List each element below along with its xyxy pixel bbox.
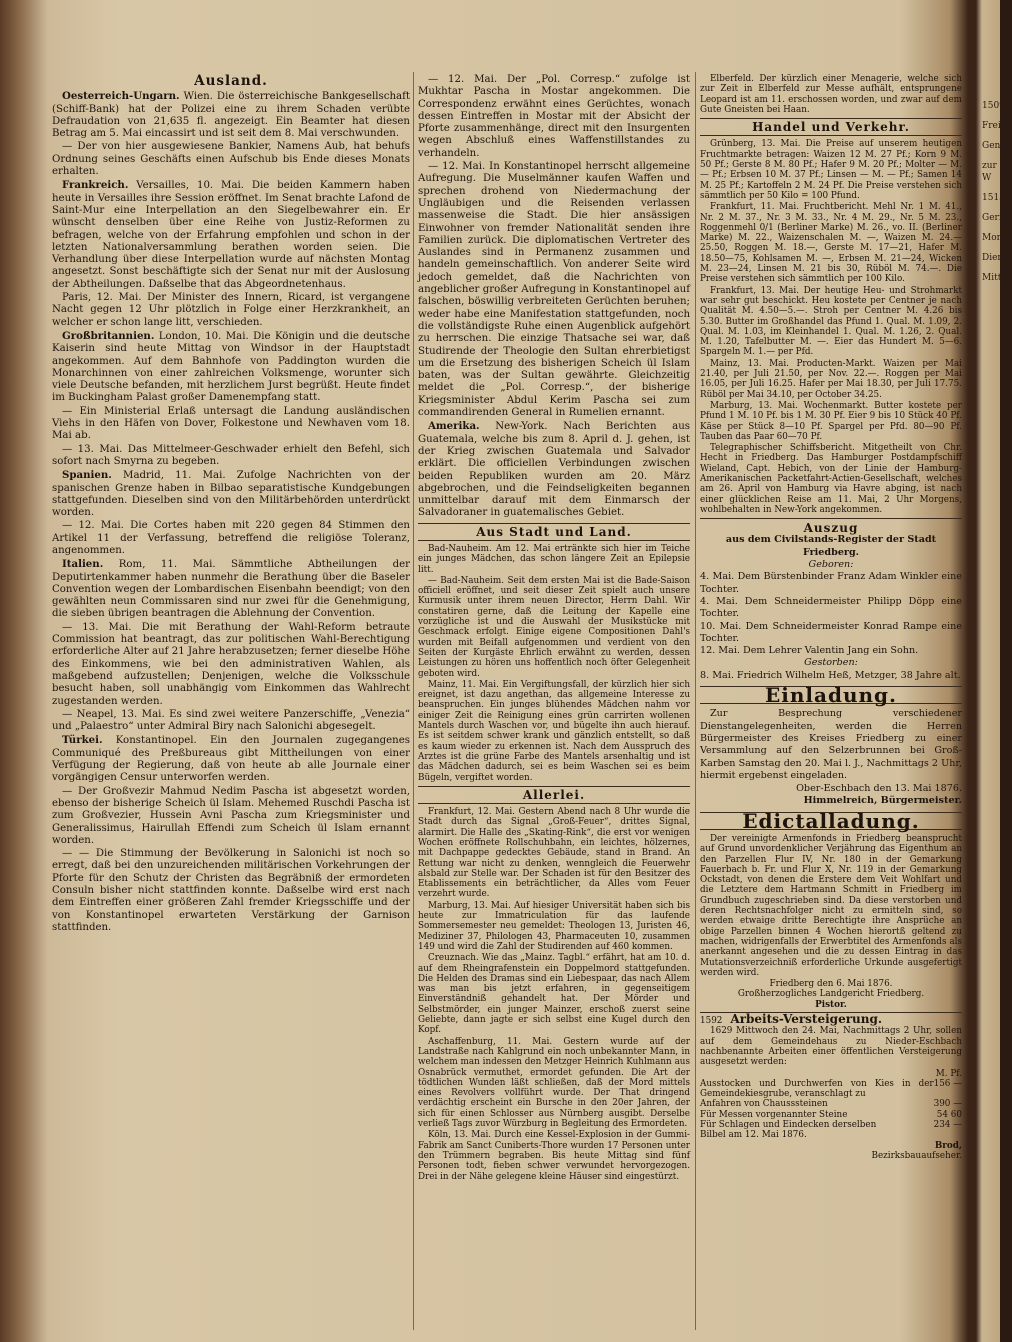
article-konstantinopel: — 12. Mai. In Konstantinopel herrscht allgemeine Aufregung. Die Muselmänner kaufen Waffen und sprechen drohend von Niedermachung der Ungläubigen und die Reisenden verlassen massenweise die Stadt. Die hier ansässigen Einwohner von fremder Nationalität senden ihre Familien zurück. Die diplomatischen Vertreter des Auslandes sind in Permanenz zusammen und handeln gemeinschaftlich. Von anderer Seite wird jedoch gemeldet, daß die Nachrichten von angeblicher großer Aufregung in Konstantinopel auf falschen, böswillig verbreiteten Gerüchten beruhen; weder habe eine Manifestation stattgefunden, noch die vollständigste Ruhe einen Augenblick aufgehört zu herrschen. Die einzige Thatsache sei war, daß Studirende der Theologie den Sultan ehrerbietigst um die Ersetzung des bisherigen Scheich ül Islam baten, was der Sultan gewährte. Gleichzeitig meldet die „Pol. Corresp.“, der bisherige Kriegsminister Abdul Kerim Pascha sei zum commandirenden General in Rumelien ernannt. xyxy=(418,161,690,419)
article-aschaffenburg: Aschaffenburg, 11. Mai. Gestern wurde auf der Landstraße nach Kahlgrund ein noch unbekannter Mann, in welchem man indessen den Metzger Heinrich Kuhlmann aus Osnabrück vermuthet, ermordet gefunden. Die Art der tödtlichen Wunden läßt schließen, daß der Mord mittels eines Revolvers vollführt wurde. Der That dringend verdächtig erscheint ein Bursche in den 20er Jahren, der sich für einen Schlosser aus Nürnberg ausgibt. Derselbe verließ Tags zuvor Würzburg in Begleitung des Ermordeten. xyxy=(418,1036,690,1130)
birth-entry: 4. Mai. Dem Schneidermeister Philipp Döpp eine Tochter. xyxy=(700,595,962,620)
article-amerika: Amerika. New-York. Nach Berichten aus Guatemala, welche bis zum 8. April d. J. gehen, ist der Krieg zwischen Guatemala und Salvador erklärt. Die officiellen Verbindungen zwischen beiden Republiken wurden am 20. März abgebrochen, und die Feindseligkeiten begannen unmittelbar darauf mit dem Einmarsch der Salvadoraner in guatemalisches Gebiet. xyxy=(418,420,690,519)
article-grossbritannien-3: — 13. Mai. Das Mittelmeer-Geschwader erhielt den Befehl, sich sofort nach Smyrna zu begeben. xyxy=(52,443,410,467)
edge-text: Geri xyxy=(982,213,1002,223)
edge-text: Mont xyxy=(982,233,1007,243)
arbeit-text: 1629 Mittwoch den 24. Mai, Nachmittags 2 Uhr, sollen auf dem Gemeindehaus zu Nieder-Eschbach nachbenannte Arbeiten einer öffentlichen Versteigerung ausgesetzt werden: xyxy=(700,1026,962,1068)
article-spanien-2: — 12. Mai. Die Cortes haben mit 220 gegen 84 Stimmen den Artikel 11 der Verfassung, betreffend die religiöse Toleranz, angenommen. xyxy=(52,520,410,556)
column-2 xyxy=(418,74,690,1183)
article-frankreich-2: Paris, 12. Mai. Der Minister des Innern, Ricard, ist vergangene Nacht gegen 12 Uhr plötzlich in Folge einer Herzkrankheit, an welcher er schon lange litt, verschieden. xyxy=(52,292,410,328)
birth-entry: 10. Mai. Dem Schneidermeister Konrad Rampe eine Tochter. xyxy=(700,620,962,644)
market-marburg: Marburg, 13. Mai. Wochenmarkt. Butter kostete per Pfund 1 M. 10 Pf. bis 1 M. 30 Pf. Eier 9 bis 10 Stück 40 Pf. Käse per Stück 8—10 Pf. Spargel per Pfd. 80—90 Pf. Tauben das Paar 60—70 Pf. xyxy=(700,400,962,442)
article-tuerkei: Türkei. Konstantinopel. Ein den Journalen zugegangenes Communiqué des Preßbureaus gibt Mittheilungen von einer Verfügung der Regierung, daß von heute ab alle Journale einer vorgängigen Censur unterworfen werden. xyxy=(52,734,410,784)
column-3 xyxy=(700,74,962,1161)
edge-text: zur W xyxy=(982,161,997,183)
market-frankfurt-heu: Frankfurt, 13. Mai. Der heutige Heu- und Strohmarkt war sehr gut beschickt. Heu kostete per Centner je nach Qualität M. 4.50—5.—. Stroh per Centner M. 4.26 bis 5.30. Butter im Großhandel das Pfund 1. Qual. M. 1.09, 2. Qual. M. 1.03, im Kleinhandel 1. Qual. M. 1.26, 2. Qual. M. 1.20, Tafelbutter M. —. Eier das Hundert M. 5—6. Spargeln M. 1.— per Pfd. xyxy=(700,285,962,358)
article-grossbritannien: Großbritannien. London, 10. Mai. Die Königin und die deutsche Kaiserin sind heute Mittag von Windsor in der Hauptstadt angekommen. Auf dem Bahnhofe von Paddington wurden die Monarchinnen von einer zahlreichen Volksmenge, worunter sich viele Deutsche befanden, mit herzlichem Jurst begrüßt. Heute findet im Buckingham Palast großer Damenempfang statt. xyxy=(52,329,410,404)
arbeit-item: Für Messen vorgenannter Steine 54 60 xyxy=(700,1109,962,1120)
article-koeln: Köln, 13. Mai. Durch eine Kessel-Explosion in der Gummi-Fabrik am Sanct Cuniberts-Thore wurden 17 Personen unter den Trümmern begraben. Bis heute Mittag sind fünf Personen todt, fieben schwer verwundet hervorgezogen. Drei in der Nähe gelegene kleine Häuser sind eingestürzt. xyxy=(418,1130,690,1182)
arbeit-role: Bezirksbauaufseher. xyxy=(871,1150,962,1161)
edictal-court: Großherzogliches Landgericht Friedberg. xyxy=(737,989,925,1000)
arbeit-signature: Brod, xyxy=(934,1140,962,1151)
arbeit-date: Bilbel am 12. Mai 1876. xyxy=(700,1130,807,1141)
column-divider xyxy=(413,72,414,1330)
arbeit-item: Ausstocken und Durchwerfen von Kies in der Gemeindekiesgrube, veranschlagt zu 156 — xyxy=(700,1078,962,1100)
article-tuerkei-3: — — Die Stimmung der Bevölkerung in Salonichi ist noch so erregt, daß bei den unzureichenden militärischen Vorkehrungen der Pforte für den Schutz der Christen das Begräbniß der ermordeten Consuln bisher nicht stattfinden konnte. Daßselbe wird erst nach dem Eintreffen einer größeren Zahl fremder Kriegsschiffe und der von Konstantinopel erwarteten Verstärkung der Garnison stattfinden. xyxy=(52,848,410,933)
arbeit-item: Für Schlagen und Eindecken derselben 234 — xyxy=(700,1120,962,1131)
heading-ausland: Ausland. xyxy=(194,73,268,89)
article-marburg: Marburg, 13. Mai. Auf hiesiger Universität haben sich bis heute zur Immatriculation für das laufende Sommersemester neu gemeldet: Theologen 13, Juristen 46, Mediziner 37, Philologen 43, Pharmaceuten 10, zusammen 149 und wird die Zahl der Studirenden auf 460 kommen. xyxy=(418,900,690,952)
einladung-date: Ober-Eschbach den 13. Mai 1876. xyxy=(796,783,962,795)
edge-text: Mitt xyxy=(982,273,1002,283)
label-geboren: Geboren: xyxy=(808,559,854,571)
article-italien: Italien. Rom, 11. Mai. Sämmtliche Abtheilungen der Deputirtenkammer haben nunmehr die Berathung über die Baseler Convention wegen der Lombardischen Eisenbahn beendigt; von den gewählten neun Commissaren sind nur zwei für die Genehmigung, die sieben übrigen beantragen die Ablehnung der Convention. xyxy=(52,558,411,620)
facing-page-edge xyxy=(982,100,1012,292)
edictal-signature: Pistor. xyxy=(815,999,847,1010)
edge-text: 1513 xyxy=(982,193,1005,203)
article-mainz: Mainz, 11. Mai. Ein Vergiftungsfall, der kürzlich hier sich ereignet, ist dazu angethan, das allgemeine Interesse zu beanspruchen. Ein junges blühendes Mädchen nahm vor einiger Zeit die Reinigung eines grün carrirten wollenen Mantels durch Waschen vor, und bügelte ihn auch hierauf. Es ist seitdem schwer krank und gänzlich entstellt, so daß es kaum wieder zu erkennen ist. Nach dem Ausspruch des Arztes ist die grüne Farbe des Mantels arsenhaltig und ist das Mädchen dadurch, sei es beim Waschen sei es beim Bügeln, vergiftet worden. xyxy=(418,679,690,783)
edge-text: Freit xyxy=(982,121,1005,131)
article-italien-2: — 13. Mai. Die mit Berathung der Wahl-Reform betraute Commission hat beantragt, das zur politischen Wahl-Berechtigung erforderliche Alter auf 21 Jahre herabzusetzen; ferner dieselbe Höhe des Einkommens, wie bei den administrativen Wahlen, als maßgebend aufzustellen; Denjenigen, welche die Volksschule besucht haben, soll unabhängig vom Einkommen das Wahlrecht zugestanden werden. xyxy=(52,621,410,707)
market-frankfurt-frucht: Frankfurt, 11. Mai. Fruchtbericht. Mehl Nr. 1 M. 41., Nr. 2 M. 37., Nr. 3 M. 33., Nr. 4 M. 29., Nr. 5 M. 23., Roggenmehl 0/1 (Berliner Marke) M. 26., vo. II. (Berliner Marke) M. 22., Waizenschalen M. —, Waizen M. 24.—25.50, Roggen M. 18.—, Gerste M. 17—21, Hafer M. 18.50—75, Kohlsamen M. —, Erbsen M. 21—24, Wicken M. 23—24, Linsen M. 21 bis 30, Rüböl M. 74.—. Die Preise verstehen sich sämmtlich per 100 Kilo. xyxy=(700,202,962,285)
edge-text: Dien xyxy=(982,253,1004,263)
article-elberfeld: Elberfeld. Der kürzlich einer Menagerie, welche sich zur Zeit in Elberfeld zur Messe aufhält, entsprungene Leopard ist am 11. erschossen worden, und zwar auf dem Gute Gneisten bei Haan. xyxy=(700,74,962,115)
heading-stadt-und-land: Aus Stadt und Land. xyxy=(418,523,690,541)
birth-entry: 4. Mai. Dem Bürstenbinder Franz Adam Winkler eine Tochter. xyxy=(700,571,962,595)
market-mainz: Mainz, 13. Mai. Producten-Markt. Waizen per Mai 21.40, per Juli 21.50, per Nov. 22.—. Roggen per Mai 16.05, per Juli 16.25. Hafer per Mai 18.30, per Juli 17.75. Rüböl per Mai 34.10, per October 34.25. xyxy=(700,358,962,400)
article-bad-nauheim-2: — Bad-Nauheim. Seit dem ersten Mai ist die Bade-Saison officiell eröffnet, und seit dieser Zeit spielt auch unsere Kurmusik unter ihrem neuen Director, Herrn Dahl. Wir constatiren gerne, daß die Leitung der Kapelle eine vorzügliche ist und die Auswahl der Musikstücke mit Geschmack erfolgt. Einige eigene Compositionen Dahl's wurden mit Beifall aufgenommen und verdient von den Seiten der Kurgäste Ehrlich erwähnt zu werden, dessen Leistungen zu hören uns hoffentlich noch öfter Gelegenheit geboten wird. xyxy=(418,575,690,679)
column-divider xyxy=(695,72,696,1330)
edge-text: 1509 xyxy=(982,101,1005,111)
arbeit-number: 1592 xyxy=(700,1016,723,1027)
article-oesterreich-2: — Der von hier ausgewiesene Bankier, Namens Aub, hat behufs Ordnung seines Geschäfts einen Aufschub bis Ende dieses Monats erhalten. xyxy=(52,141,410,178)
einladung-signature: Himmelreich, Bürgermeister. xyxy=(803,795,962,807)
arbeit-item: Anfahren von Chausssteinen 390 — xyxy=(700,1099,962,1110)
edge-text: Genim xyxy=(982,141,1012,151)
edictal-text: Der vereinigte Armenfonds in Friedberg beansprucht auf Grund unvordenklicher Verjährung das Eigenthum an den Parzellen Flur IV, Nr. 180 in der Gemarkung Fauerbach b. Fr. und Flur X, Nr. 119 in der Gemarkung Ockstadt, von denen die Erstere dem Veit Wohlfart und die Letztere dem Hartmann Schmitt in Friedberg im Grundbuch zugeschrieben sind. Da diese verstorben und deren Rechtsnachfolger nicht zu ermitteln sind, so werden etwaige dritte Berechtigte ihre Ansprüche an obige Parzellen binnen 4 Wochen hierortß geltend zu machen, widrigenfalls der Erwerbtitel des Armenfonds als anerkannt angesehen und die zu dessen Eintrag in das Mutationsverzeichniß erforderliche Urkunde ausgefertigt werden wird. xyxy=(700,834,962,978)
heading-einladung: Einladung. xyxy=(700,686,962,704)
heading-edictalladung: Edictalladung. xyxy=(700,812,962,830)
article-frankreich: Frankreich. Versailles, 10. Mai. Die beiden Kammern haben heute in Versailles ihre Session eröffnet. Im Senat brachte Lafond de Saint-Mur eine Interpellation an den Siegelbewahrer ein. Er wünscht denselben über eine Reihe von Justiz-Reformen zu befragen, welche von der Erfahrung empfohlen und schon in der letzten Nationalversammlung berathen worden seien. Die Verhandlung über diese Interpellation wurde auf nächsten Montag angesetzt. Sonst beschäftigte sich der Senat nur mit der Auslosung der Abtheilungen. Daßselbe that das Abgeordnetenhaus. xyxy=(52,179,410,290)
article-tuerkei-2: — Der Großvezir Mahmud Nedim Pascha ist abgesetzt worden, ebenso der bisherige Scheich ül Islam. Mehemed Ruschdi Pascha ist zum Großvezier, Hussein Avni Pascha zum Kriegsminister und Generalissimus, Hairullah Effendi zum Scheich ül Islam ernannt worden. xyxy=(52,785,410,846)
article-creuznach: Creuznach. Wie das „Mainz. Tagbl.“ erfährt, hat am 10. d. auf dem Rheingrafenstein ein Doppelmord stattgefunden. Die Helden des Dramas sind ein Liebespaar, das nach Allem was man bis jetzt erfahren, in gegenseitigem Einverständniß gehandelt hat. Der Mörder und Selbstmörder, ein junger Mainzer, erschoß zuerst seine Geliebte, dann jagte er sich selbst eine Kugel durch den Kopf. xyxy=(418,953,690,1036)
birth-entry: 12. Mai. Dem Lehrer Valentin Jang ein Sohn. xyxy=(700,645,919,657)
article-mostar: — 12. Mai. Der „Pol. Corresp.“ zufolge ist Mukhtar Pascha in Mostar angekommen. Die Correspondenz erwähnt eines Gerüchtes, wonach dessen Eintreffen in Mostar mit der Absicht der Pforte zusammenhänge, direct mit den Insurgenten wegen Abschluß eines Waffenstillstandes zu verhandeln. xyxy=(418,74,690,159)
arbeit-header xyxy=(700,1012,962,1026)
arbeit-units: M. Pf. xyxy=(935,1068,962,1079)
column-1 xyxy=(52,74,410,935)
article-grossbritannien-2: — Ein Ministerial Erlaß untersagt die Landung ausländischen Viehs in den Häfen von Dover, Folkestone und Newhaven vom 18. Mai ab. xyxy=(52,405,410,442)
heading-auszug: Auszug xyxy=(700,518,962,534)
heading-handel: Handel und Verkehr. xyxy=(700,118,962,136)
newspaper-page xyxy=(40,52,970,1342)
heading-arbeits-versteigerung: Arbeits-Versteigerung. xyxy=(730,1012,883,1027)
article-oesterreich: Oesterreich-Ungarn. Wien. Die österreichische Bankgesellschaft (Schiff-Bank) hat der Polizei eine zu ihrem Schaden verübte Defraudation von 21,635 fl. angezeigt. Ein Beamter hat diesen Betrag am 5. Mai eincassirt und ist seit dem 8. Mai verschwunden. xyxy=(52,90,410,140)
edictal-date: Friedberg den 6. Mai 1876. xyxy=(769,979,893,990)
article-bad-nauheim: Bad-Nauheim. Am 12. Mai ertränkte sich hier im Teiche ein junges Mädchen, das schon längere Zeit an Epilepsie litt. xyxy=(418,543,690,575)
death-entry: 8. Mai. Friedrich Wilhelm Heß, Metzger, 38 Jahre alt. xyxy=(700,669,961,681)
label-gestorben: Gestorben: xyxy=(804,657,858,669)
article-frankfurt-fire: Frankfurt, 12. Mai. Gestern Abend nach 8 Uhr wurde die Stadt durch das Signal „Groß-Feuer“, drittes Signal, alarmirt. Die Halle des „Skating-Rink“, die erst vor wenigen Wochen eröffnete Rollschuhbahn, ein leichtes, hölzernes, mit Dachpappe gedecktes Gebäude, stand in Brand. An Rettung war nicht zu denken, wenngleich die Feuerwehr alsbald zur Stelle war. Der Schaden ist für den Besitzer des Etablissements ein beträchtlicher, da Alles vom Feuer verzehrt wurde. xyxy=(418,807,690,900)
market-gruenberg: Grünberg, 13. Mai. Die Preise auf unserem heutigen Fruchtmarkte betragen: Waizen 12 M. 27 Pf.; Korn 9 M. 50 Pf.; Gerste 8 M. 80 Pf.; Hafer 9 M. 20 Pf.; Molter — M. — Pf.; Erbsen 10 M. 37 Pf.; Linsen — M. — Pf.; Samen 14 M. 25 Pf.; Kartoffeln 2 M. 24 Pf. Die Preise verstehen sich sämmtlich per 50 Kilo = 100 Pfund. xyxy=(700,139,962,201)
heading-allerlei: Allerlei. xyxy=(418,786,690,804)
shipping-report: Telegraphischer Schiffsbericht. Mitgetheilt von Chr. Hecht in Friedberg. Das Hamburger Postdampfschiff Wieland, Capt. Hebich, von der Linie der Hamburg-Amerikanischen Packetfahrt-Actien-Gesellschaft, welches am 26. April von Hamburg via Havre abging, ist nach einer glücklichen Reise am 11. Mai, 2 Uhr Morgens, wohlbehalten in New-York angekommen. xyxy=(700,443,962,515)
auszug-subtitle: aus dem Civilstands-Register der Stadt Friedberg. xyxy=(725,534,937,558)
einladung-text: Zur Besprechung verschiedener Dienstangelegenheiten, werden die Herren Bürgermeister des Kreises Friedberg zu einer Versammlung auf den Selzerbrunnen bei Groß-Karben Samstag den 20. Mai l. J., Nachmittags 2 Uhr, hiermit ergebenst eingeladen. xyxy=(700,708,962,781)
article-spanien: Spanien. Madrid, 11. Mai. Zufolge Nachrichten von der spanischen Grenze haben in Bilbao separatistische Kundgebungen stattgefunden. Dieselben sind von den Militärbehörden unterdrückt worden. xyxy=(52,469,410,519)
article-italien-3: — Neapel, 13. Mai. Es sind zwei weitere Panzerschiffe, „Venezia“ und „Palaestro“ unter Admiral Biry nach Salonichi abgesegelt. xyxy=(52,708,410,733)
